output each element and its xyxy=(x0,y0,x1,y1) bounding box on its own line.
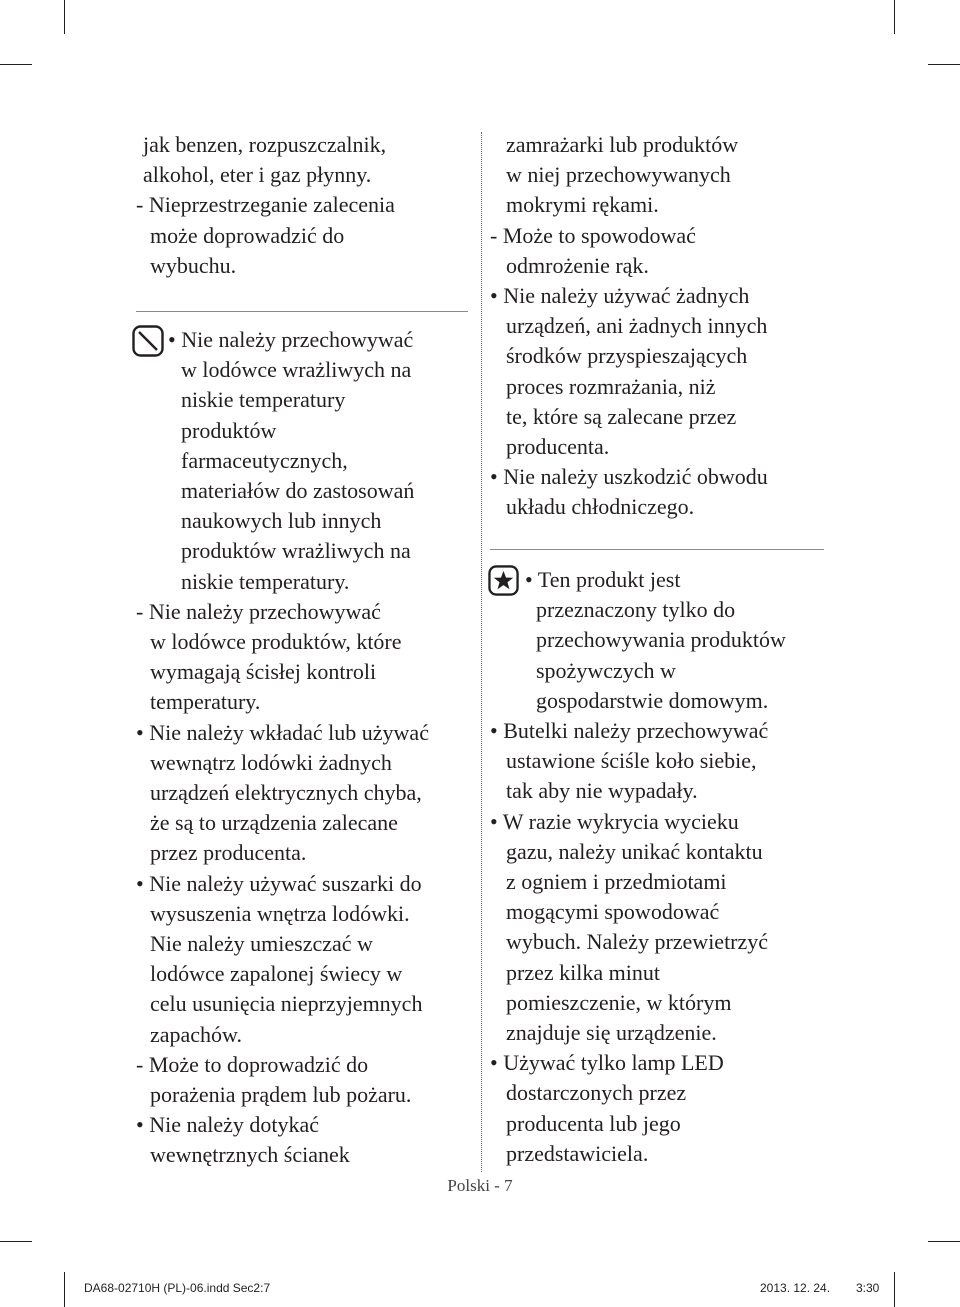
text-line: te, które są zalecane przez xyxy=(506,403,737,429)
text-line: wysuszenia wnętrza lodówki. xyxy=(150,900,410,926)
text-line: - Może to spowodować xyxy=(490,222,696,248)
text-line: niskie temperatury. xyxy=(181,568,350,594)
text-line: ustawione ściśle koło siebie, xyxy=(506,748,757,774)
text-line: przez kilka minut xyxy=(506,959,660,985)
left-column-main xyxy=(136,325,429,1171)
slug-filename: DA68-02710H (PL)-06.indd Sec2:7 xyxy=(84,1281,271,1295)
text-line: odmrożenie rąk. xyxy=(506,252,649,278)
text-line: materiałów do zastosowań xyxy=(181,478,415,504)
text-line: Nie należy umieszczać w xyxy=(150,931,373,957)
text-line: może doprowadzić do xyxy=(150,222,345,248)
text-line: przeznaczony tylko do xyxy=(536,597,736,623)
text-line: farmaceutycznych, xyxy=(181,447,348,473)
text-line: alkohol, eter i gaz płynny. xyxy=(143,162,372,188)
text-line: producenta lub jego xyxy=(506,1110,681,1136)
text-line: układu chłodniczego. xyxy=(506,494,695,520)
text-line: pomieszczenie, w którym xyxy=(506,989,732,1015)
text-line: wewnętrznych ścianek xyxy=(150,1142,350,1168)
text-line: przechowywania produktów xyxy=(536,627,786,653)
page-number: Polski - 7 xyxy=(447,1176,513,1195)
text-line: w niej przechowywanych xyxy=(506,162,731,188)
section-divider xyxy=(490,549,824,550)
text-line: porażenia prądem lub pożaru. xyxy=(150,1082,412,1108)
text-line: spożywczych w xyxy=(536,657,676,683)
text-line: • Nie należy dotykać xyxy=(136,1112,320,1138)
text-line: zamrażarki lub produktów xyxy=(506,132,739,157)
text-line: przedstawiciela. xyxy=(506,1140,649,1166)
text-line: • W razie wykrycia wycieku xyxy=(490,808,739,834)
text-line: proces rozmrażania, niż xyxy=(506,373,716,399)
text-line: celu usunięcia nieprzyjemnych xyxy=(150,991,423,1017)
text-line: produktów wrażliwych na xyxy=(181,538,411,564)
crop-mark xyxy=(0,64,32,65)
text-line: • Nie należy używać suszarki do xyxy=(136,870,422,896)
text-line: tak aby nie wypadały. xyxy=(506,778,698,804)
text-line: z ogniem i przedmiotami xyxy=(506,869,727,895)
slug-divider xyxy=(64,1276,65,1302)
slug-time: 3:30 xyxy=(856,1281,880,1295)
text-line: wewnątrz lodówki żadnych xyxy=(150,749,392,775)
crop-mark xyxy=(894,0,895,34)
text-line: zapachów. xyxy=(150,1021,243,1047)
text-line: mogącymi spowodować xyxy=(506,899,720,925)
text-line: gospodarstwie domowym. xyxy=(536,687,769,713)
text-line: urządzeń elektrycznych chyba, xyxy=(150,780,422,806)
text-line: mokrymi rękami. xyxy=(506,192,659,218)
text-line: • Nie należy uszkodzić obwodu xyxy=(490,464,768,490)
text-line: wymagają ścisłej kontroli xyxy=(150,659,377,685)
text-line: dostarczonych przez xyxy=(506,1080,687,1106)
text-line: w lodówce produktów, które xyxy=(150,629,402,655)
text-line: wybuch. Należy przewietrzyć xyxy=(506,929,769,955)
text-line: • Nie należy wkładać lub używać xyxy=(136,719,429,745)
text-line: temperatury. xyxy=(150,689,261,715)
section-divider xyxy=(136,311,468,312)
text-line: znajduje się urządzenie. xyxy=(506,1020,717,1046)
text-line: - Nie należy przechowywać xyxy=(136,598,381,624)
right-column-top xyxy=(490,130,768,523)
crop-mark xyxy=(928,1241,960,1242)
right-column-main xyxy=(490,565,786,1169)
text-line: • Butelki należy przechowywać xyxy=(490,718,769,744)
text-line: gazu, należy unikać kontaktu xyxy=(506,838,763,864)
text-line: produktów xyxy=(181,417,277,443)
text-line: • Nie należy używać żadnych xyxy=(490,283,750,309)
slug-date: 2013. 12. 24. xyxy=(760,1281,831,1295)
text-line: - Nieprzestrzeganie zalecenia xyxy=(136,192,395,218)
text-line: środków przyspieszających xyxy=(506,343,748,369)
text-line: naukowych lub innych xyxy=(181,508,382,534)
crop-mark xyxy=(928,64,960,65)
text-line: jak benzen, rozpuszczalnik, xyxy=(143,132,387,157)
text-line: • Nie należy przechowywać xyxy=(168,327,414,352)
left-column-top xyxy=(136,130,395,281)
text-line: przez producenta. xyxy=(150,840,307,866)
text-line: - Może to doprowadzić do xyxy=(136,1051,369,1077)
text-line: wybuchu. xyxy=(150,252,237,278)
text-line: w lodówce wrażliwych na xyxy=(181,357,412,383)
crop-mark xyxy=(0,1241,32,1242)
text-line: urządzeń, ani żadnych innych xyxy=(506,313,768,339)
crop-mark xyxy=(64,0,65,34)
text-line: że są to urządzenia zalecane xyxy=(150,810,398,836)
text-line: lodówce zapalonej świecy w xyxy=(150,961,403,987)
text-line: niskie temperatury xyxy=(181,387,346,413)
crop-mark xyxy=(894,1272,895,1307)
text-line: producenta. xyxy=(506,434,610,460)
column-separator xyxy=(481,132,483,1172)
text-line: • Ten produkt jest xyxy=(525,567,681,592)
text-line: • Używać tylko lamp LED xyxy=(490,1050,724,1076)
